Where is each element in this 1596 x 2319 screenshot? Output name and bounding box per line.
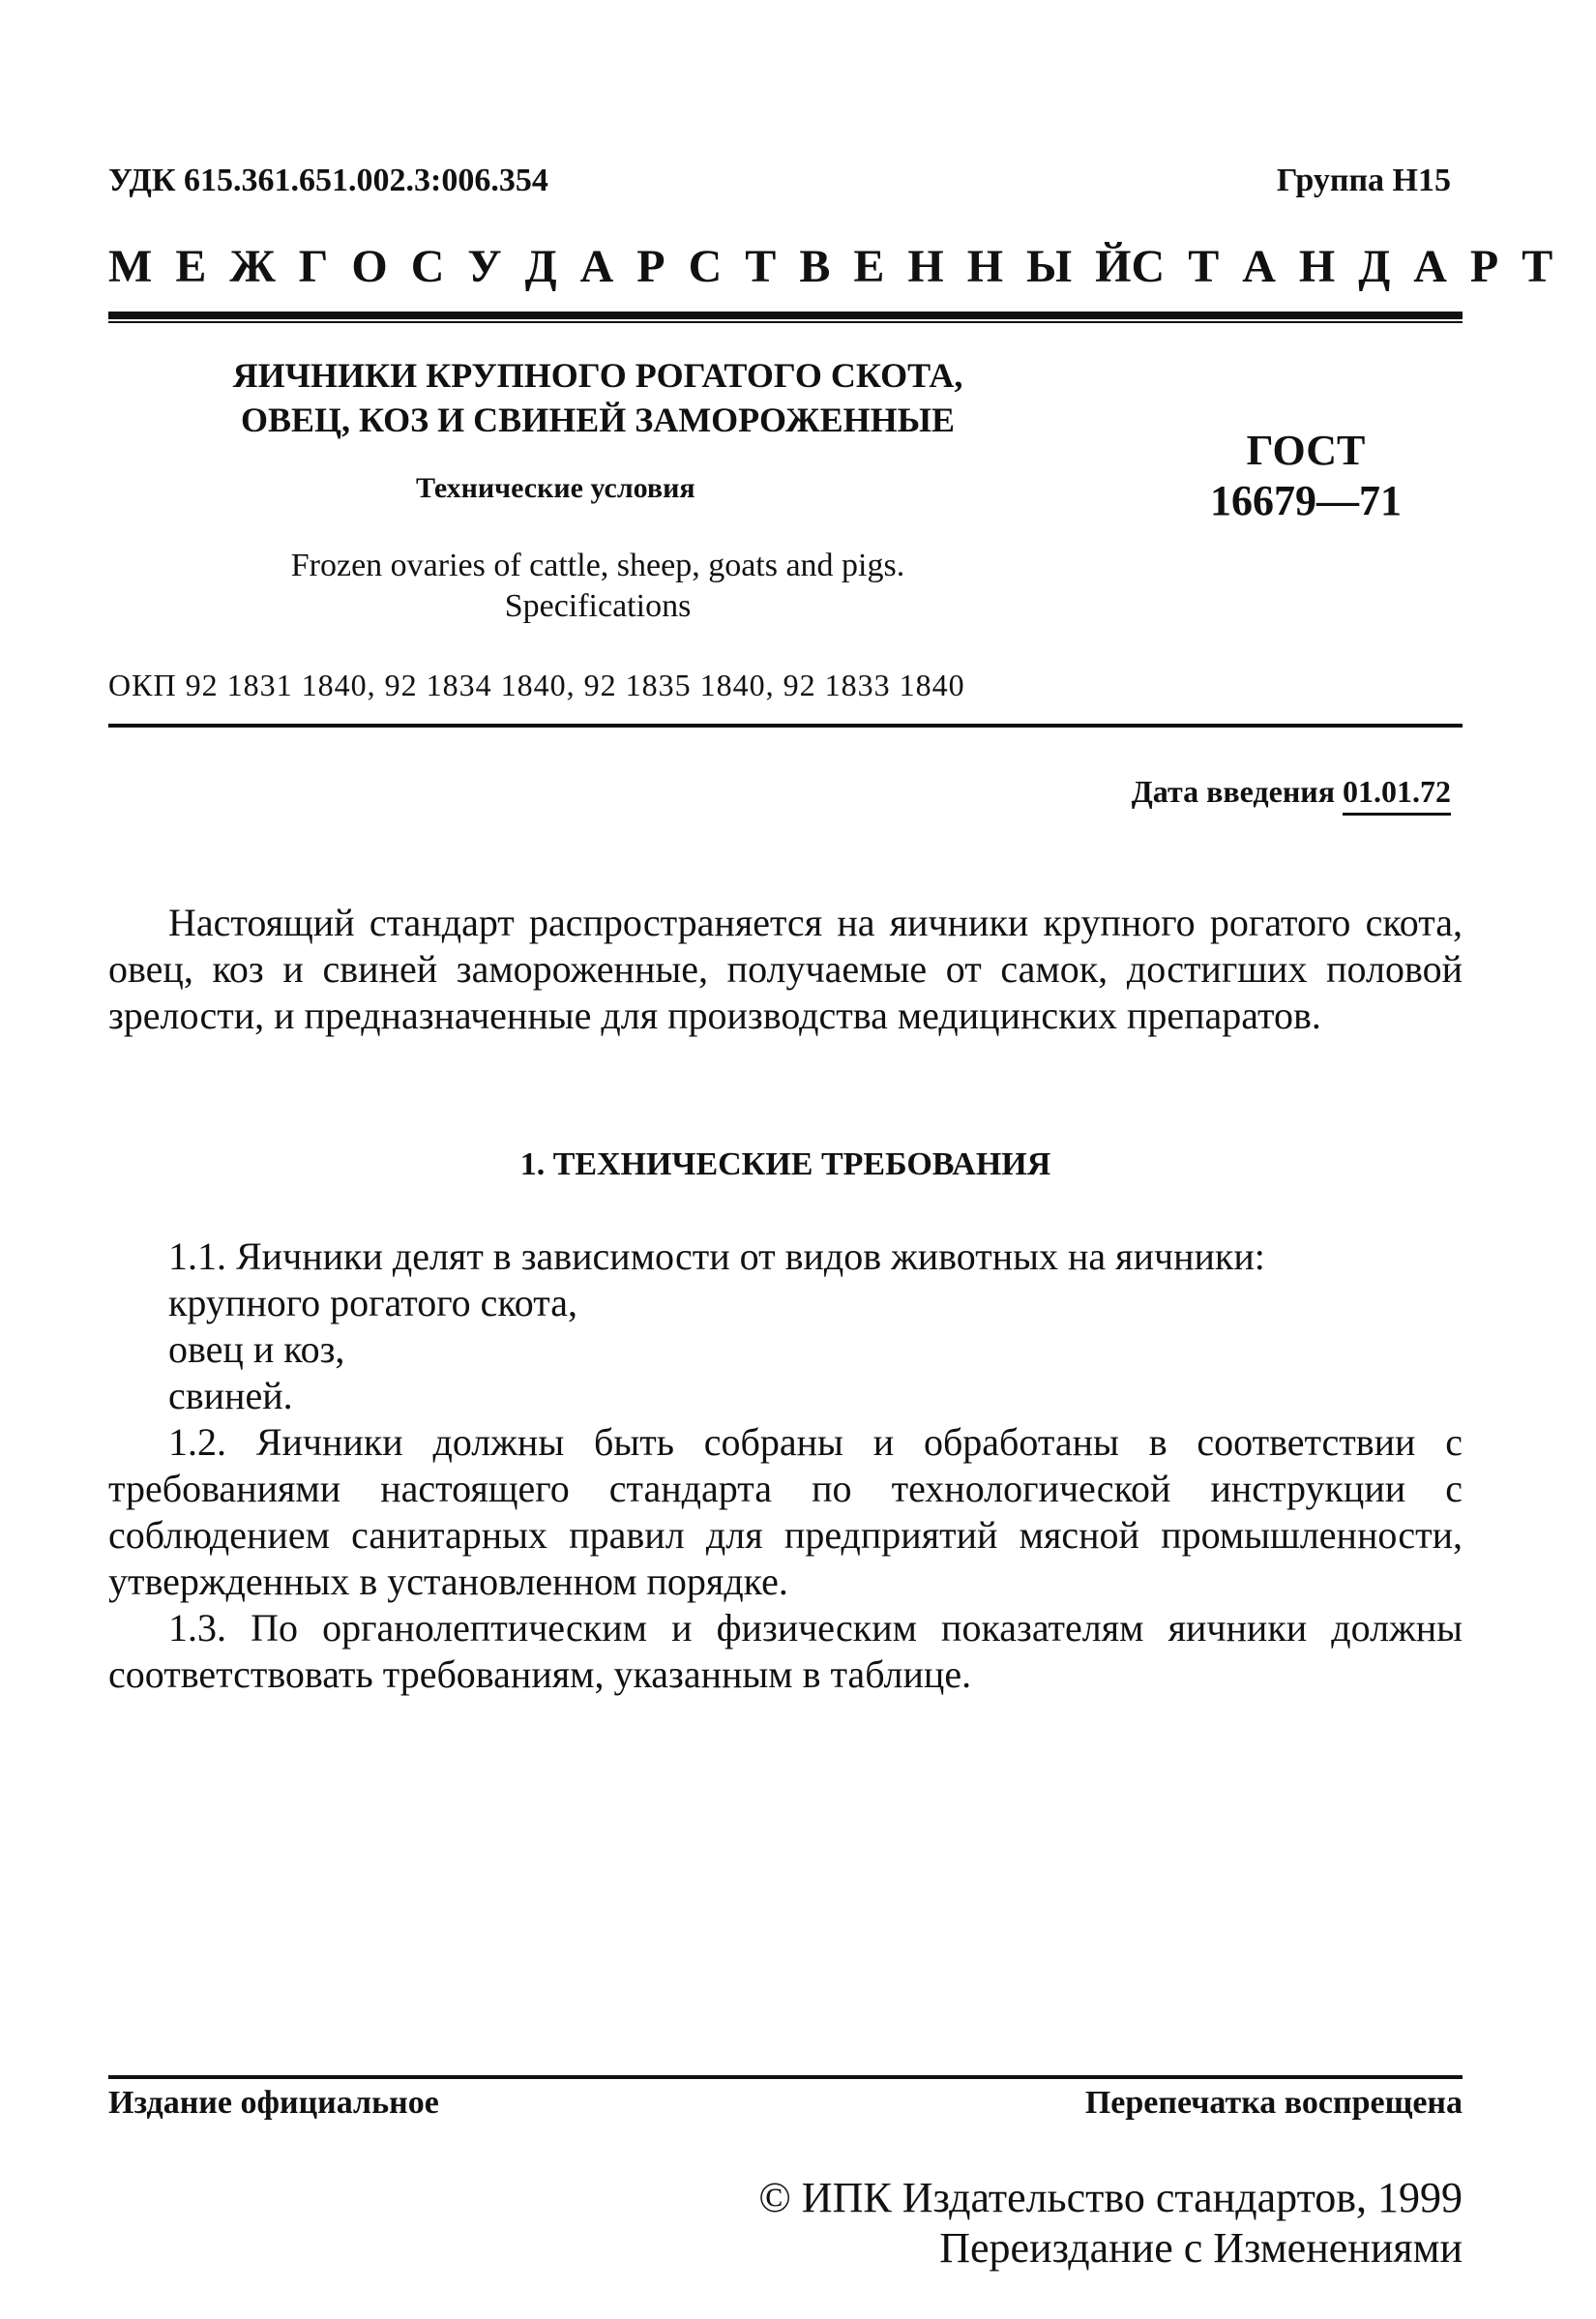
reprint-prohibited: Перепечатка воспрещена	[1084, 2085, 1463, 2121]
heading-letter: Н	[1298, 241, 1336, 292]
clause-1-2: 1.2. Яичники должны быть собраны и обработаны в соответствии с требованиями настоящего стандарта по технологической инструкции с соблюдением санитарных правил для предприятий мясной промышленности, утвержденных в установленном порядке.	[108, 1420, 1463, 1603]
heading-letter: Й	[1095, 241, 1132, 292]
copyright-block	[758, 2173, 1463, 2274]
heading-letter: О	[351, 241, 388, 292]
heading-letter: М	[108, 241, 153, 292]
english-title	[211, 546, 985, 627]
clause-1-3: 1.3. По органолептическим и физическим показателям яичники должны соответствовать требованиям, указанным в таблице.	[108, 1606, 1463, 1696]
heading-letter: Т	[1522, 241, 1553, 292]
heading-letter: А	[1242, 241, 1276, 292]
interstate-word	[108, 240, 1132, 293]
gost-number: 16679—71	[1210, 477, 1402, 524]
section-1-title: 1. ТЕХНИЧЕСКИЕ ТРЕБОВАНИЯ	[519, 1146, 1051, 1182]
document-title	[211, 353, 985, 442]
clause-1-1-item: свиней.	[168, 1374, 293, 1417]
technical-conditions-subtitle: Технические условия	[416, 472, 695, 504]
reissue-line: Переиздание с Изменениями	[939, 2224, 1463, 2272]
okp-codes: ОКП 92 1831 1840, 92 1834 1840, 92 1835 1840, 92 1833 1840	[108, 668, 965, 702]
clause-1-1: 1.1. Яичники делят в зависимости от видов животных на яичники:	[168, 1234, 1265, 1278]
heading-letter: Е	[175, 241, 207, 292]
intro-paragraph: Настоящий стандарт распространяется на яичники крупного рогатого скота, овец, коз и свиней замороженные, получаемые от самок, достигших половой зрелости, и предназначенные для производства медицинских препаратов.	[108, 901, 1463, 1037]
title-line-1: ЯИЧНИКИ КРУПНОГО РОГАТОГО СКОТА,	[232, 356, 963, 395]
heading-letter: Д	[524, 241, 557, 292]
header-rule-thin	[108, 321, 1463, 323]
copyright-line: © ИПК Издательство стандартов, 1999	[758, 2174, 1463, 2221]
udk-code: УДК 615.361.651.002.3:006.354	[108, 163, 548, 198]
heading-letter: С	[410, 241, 445, 292]
heading-letter: Ы	[1026, 241, 1073, 292]
heading-letter: Н	[966, 241, 1004, 292]
heading-letter: А	[1413, 241, 1447, 292]
date-value: 01.01.72	[1343, 774, 1451, 816]
english-title-line-2: Specifications	[504, 588, 692, 624]
heading-letter: Г	[298, 241, 329, 292]
clause-1-1-item: крупного рогатого скота,	[168, 1281, 577, 1324]
heading-letter: Н	[907, 241, 944, 292]
heading-letter: А	[579, 241, 614, 292]
group-code: Группа Н15	[1276, 163, 1451, 198]
heading-letter: У	[467, 241, 502, 292]
heading-letter: Ж	[229, 241, 276, 292]
date-label: Дата введения	[1131, 774, 1335, 809]
gost-designation	[1209, 426, 1403, 526]
english-title-line-1: Frozen ovaries of cattle, sheep, goats and pigs.	[290, 548, 905, 583]
heading-letter: Д	[1358, 241, 1391, 292]
introduction-date	[1132, 774, 1451, 810]
footer-rule	[108, 2075, 1463, 2079]
heading-letter: Р	[1469, 241, 1499, 292]
header-rule-thick	[108, 312, 1463, 319]
clause-1-1-item: овец и коз,	[168, 1327, 345, 1371]
okp-rule	[108, 724, 1463, 728]
heading-letter: Р	[636, 241, 665, 292]
heading-letter: С	[1131, 241, 1166, 292]
heading-letter: Т	[1188, 241, 1220, 292]
gost-label: ГОСТ	[1246, 427, 1366, 474]
interstate-standard-heading	[108, 240, 1553, 293]
heading-letter: С	[688, 241, 723, 292]
heading-letter: Т	[745, 241, 777, 292]
heading-letter: В	[799, 241, 831, 292]
standard-word	[1132, 240, 1553, 293]
title-line-2: ОВЕЦ, КОЗ И СВИНЕЙ ЗАМОРОЖЕННЫЕ	[240, 401, 956, 439]
clauses-block	[108, 1234, 1463, 1698]
official-edition: Издание официальное	[108, 2085, 439, 2121]
heading-letter: Е	[853, 241, 885, 292]
